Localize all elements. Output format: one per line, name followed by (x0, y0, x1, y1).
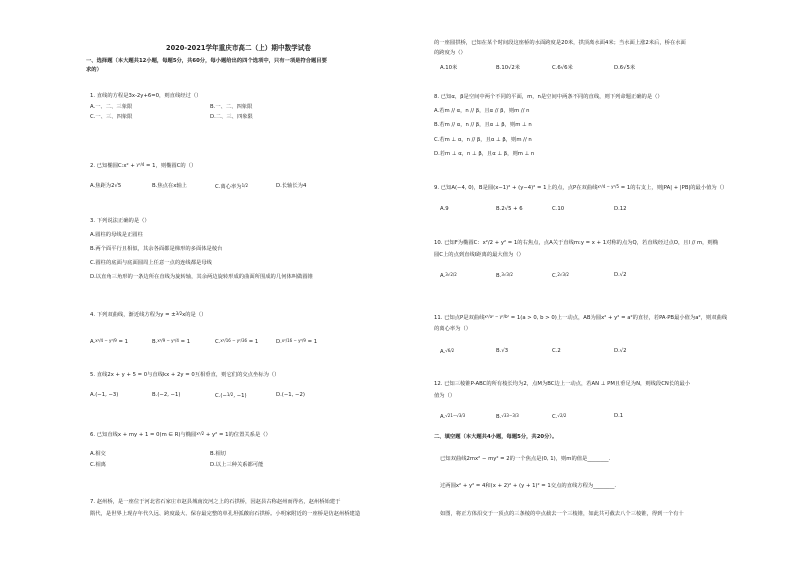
q4-option-a: A.x²/4 − y²/9 = 1 (90, 338, 129, 345)
q10-option-a: A.3√2/2 (440, 272, 457, 279)
q1-option-d: D.二、三、四象限 (210, 114, 253, 120)
section2-heading: 二、填空题（本大题共4小题，每题5分，共20分）。 (434, 434, 558, 440)
q7-stem-line1: 7. 赵州桥，是一座位于河北省石家庄市赵县城南洨河之上的石拱桥，因赵县古称赵州而得名，赵州桥始建于 (90, 499, 341, 505)
right-column (434, 0, 770, 562)
q8-option-a: A.若m // α，n // β，且α // β，则m // n (434, 108, 530, 114)
q8-option-b: B.若m // α，n // β，且α ⊥ β，则m ⊥ n (434, 122, 532, 128)
q5-stem: 5. 直线2x + y + 5 = 0与直线kx + 2y = 0互相垂直，则它们的交点坐标为（） (90, 372, 280, 378)
q5-option-c: C.(−1/2, −1) (215, 392, 247, 399)
q6-option-d: D.以上三种关系都可能 (210, 462, 264, 468)
q2-option-c: C.离心率为1/2 (215, 183, 249, 190)
q13-stem: 已知双曲线2mx² − my² = 2的一个焦点是(0, 1)，则m的值是________. (440, 456, 611, 462)
q8-stem: 8. 已知α，β是空间中两个不同的平面，m，n是空间中两条不同的直线，则下列命题正确的是（） (434, 94, 663, 100)
q6-option-c: C.相离 (90, 462, 106, 468)
q7-stem-line3: 的一座圆拱桥，已知在某个时间段这座桥的水面跨度是20米，拱顶离水面4米；当水面上涨2米后，桥在水面 (434, 40, 686, 46)
section1-heading-line2: 求的） (86, 67, 102, 73)
q11-option-d: D.√2 (614, 348, 627, 354)
q3-stem: 3. 下列说法正确的是（） (90, 218, 150, 224)
q5-option-a: A.(−1, −3) (90, 392, 119, 398)
q6-option-a: A.相交 (90, 451, 106, 457)
q11-option-c: C.2 (552, 348, 561, 354)
q7-option-a: A.10米 (440, 65, 458, 71)
q6-stem: 6. 已知直线x + my + 1 = 0(m ∈ R)与椭圆x²/2 + y² = 1的位置关系是（） (90, 431, 271, 438)
q9-option-c: C.10 (552, 206, 565, 212)
q6-option-b: B.相切 (210, 451, 226, 457)
q1-option-c: C.一、三、四象限 (90, 114, 133, 120)
q11-stem-line1: 11. 已知点P是双曲线x²/a² − y²/b² = 1(a > 0, b > 0)上一动点，AB为圆x² + y² = a²的直径，若PA·PB最小值为a²，则双曲线 (434, 314, 728, 321)
q12-stem-line2: 值为（） (434, 393, 456, 399)
page-title: 2020-2021学年重庆市高二（上）期中数学试卷 (166, 44, 311, 52)
q10-stem-line2: 圆C上的点到直线l距离的最大值为（） (434, 252, 524, 258)
q10-stem-line1: 10. 已知F为椭圆C：x²/2 + y² = 1的右焦点，点A关于直线m:y = x + 1对称的点为Q，若直线经过点O，且l // m，则椭 (434, 240, 719, 246)
q12-option-b: B.√33−3/3 (496, 413, 519, 420)
q11-option-a: A.√6/2 (440, 348, 455, 355)
q3-option-c: C.圆柱的底面与底面圆周上任意一点的连线都是母线 (90, 260, 212, 266)
q4-option-b: B.x²/9 − y²/4 = 1 (152, 338, 191, 345)
q9-option-d: D.12 (614, 206, 627, 212)
q7-option-b: B.10√2米 (496, 65, 521, 71)
q5-option-d: D.(−1, −2) (276, 392, 305, 398)
q1-option-a: A.一、二、三象限 (90, 104, 133, 110)
section1-heading-line1: 一、选择题（本大题共12小题，每题5分，共60分，每小题给出的四个选项中，只有一项是符合题目要 (86, 58, 327, 64)
q8-option-d: D.若m ⊥ α，n ⊥ β，且α ⊥ β，则m ⊥ n (434, 151, 535, 157)
q2-option-b: B.焦点在x轴上 (152, 183, 187, 189)
q1-stem: 1. 直线的方程是3x-2y+6=0，则直线经过（） (90, 93, 202, 99)
q7-stem-line2: 隋代，是世界上现存年代久远、跨度最大、保存最完整的单孔坦弧敞肩石拱桥。小明家附近的一座桥是仿赵州桥建造 (90, 511, 361, 517)
q4-stem: 4. 下列双曲线，渐近线方程为y = ±3/2x的是（） (90, 311, 207, 318)
q12-option-d: D.1 (614, 413, 624, 419)
q14-stem: 过两圆x² + y² = 4和(x + 2)² + (y + 1)² = 1交点的直线方程为________. (440, 483, 617, 489)
q4-option-d: D.x²/16 − y²/9 = 1 (276, 338, 318, 345)
q8-option-c: C.若m ⊥ α，n // β，且α ⊥ β，则m // n (434, 137, 532, 143)
q7-option-c: C.6√6米 (552, 65, 573, 71)
q4-option-c: C.x²/16 − y²/36 = 1 (215, 338, 259, 345)
q3-option-a: A.圆柱的母线是正圆柱 (90, 232, 143, 238)
q3-option-d: D.以直角三角形的一条边所在直线为旋转轴，其余两边旋转形成的曲面所围成的几何体叫做圆锥 (90, 274, 313, 280)
q12-option-c: C.√2/2 (552, 413, 567, 420)
q15-stem: 如图，将正方体沿交于一顶点的三条棱的中点截去一个三棱锥，如此共可截去八个三棱锥，得到一个有十 (440, 511, 684, 517)
q10-option-b: B.3√3/2 (496, 272, 513, 279)
q1-option-b: B.一、二、四象限 (210, 104, 253, 110)
q12-option-a: A.√21−√3/3 (440, 413, 466, 420)
q3-option-b: B.两个面平行且相似，其余各面都是梯形的多面体是棱台 (90, 246, 223, 252)
q11-option-b: B.√3 (496, 348, 509, 354)
q12-stem-line1: 12. 已知三棱锥P-ABC的所有棱长均为2，点M为BC边上一动点，若AN ⊥ PM且垂足为N，则线段CN长的最小 (434, 381, 691, 387)
q7-option-d: D.6√5米 (614, 65, 636, 71)
q9-option-a: A.9 (440, 206, 449, 212)
q9-option-b: B.2√5 + 6 (496, 206, 523, 212)
left-column (86, 0, 416, 562)
q11-stem-line2: 的离心率为（） (434, 326, 472, 332)
q10-option-c: C.2√3/2 (552, 272, 569, 279)
q5-option-b: B.(−2, −1) (152, 392, 181, 398)
q7-stem-line4: 的跨度为（） (434, 50, 466, 56)
q2-stem: 2. 已知椭圆C:x² + y²/4 = 1，则椭圆C的（） (90, 162, 197, 169)
q2-option-d: D.长轴长为4 (276, 183, 307, 189)
q9-stem: 9. 已知A(−4, 0)，B是圆(x−1)² + (y−4)² = 1上的点，点P在双曲线x²/4 − y²/5 = 1的右支上，则|PA| + |PB|的最小值为（） (434, 184, 728, 191)
q10-option-d: D.√2 (614, 272, 627, 278)
q2-option-a: A.焦距为2√5 (90, 183, 122, 189)
